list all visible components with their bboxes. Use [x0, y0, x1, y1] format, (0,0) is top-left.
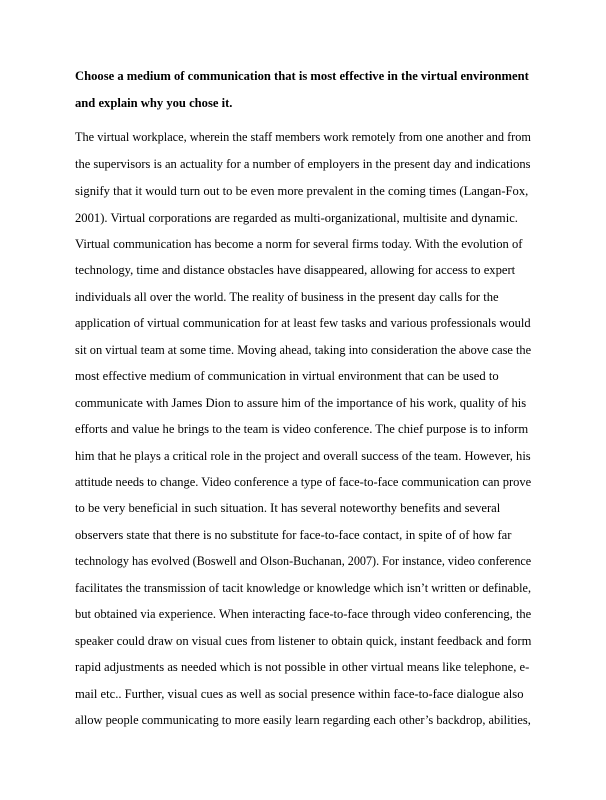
body-line-21: rapid adjustments as needed which is not possible in other virtual means like telephone, e-: [75, 660, 530, 674]
body-line-9: sit on virtual team at some time. Moving ahead, taking into consideration the above case the: [75, 343, 532, 357]
body-line-7: individuals all over the world. The reality of business in the present day calls for the: [75, 290, 499, 304]
body-line-5: Virtual communication has become a norm for several firms today. With the evolution of: [75, 237, 523, 251]
body-line-18: facilitates the transmission of tacit knowledge or knowledge which isn’t written or definable,: [75, 581, 532, 595]
body-line-16: observers state that there is no substitute for face-to-face contact, in spite of of how far: [75, 528, 512, 542]
heading-line-1: Choose a medium of communication that is most effective in the virtual environment: [75, 69, 529, 83]
body-line-17: technology has evolved (Boswell and Olson-Buchanan, 2007). For instance, video conference: [75, 554, 532, 568]
body-line-3: signify that it would turn out to be even more prevalent in the coming times (Langan-Fox,: [75, 184, 529, 198]
body-line-11: communicate with James Dion to assure him of the importance of his work, quality of his: [75, 396, 527, 410]
body-line-4: 2001). Virtual corporations are regarded as multi-organizational, multisite and dynamic.: [75, 211, 518, 225]
body-line-19: but obtained via experience. When interacting face-to-face through video conferencing, the: [75, 607, 532, 621]
body-line-20: speaker could draw on visual cues from listener to obtain quick, instant feedback and form: [75, 634, 532, 648]
body-line-13: him that he plays a critical role in the project and overall success of the team. However, his: [75, 449, 531, 463]
body-line-14: attitude needs to change. Video conference a type of face-to-face communication can prove: [75, 475, 532, 489]
body-line-15: to be very beneficial in such situation. It has several noteworthy benefits and several: [75, 501, 501, 515]
body-line-8: application of virtual communication for at least few tasks and various professionals would: [75, 316, 531, 330]
body-line-1: The virtual workplace, wherein the staff members work remotely from one another and from: [75, 130, 531, 144]
body-line-22: mail etc.. Further, visual cues as well as social presence within face-to-face dialogue also: [75, 687, 524, 701]
body-line-6: technology, time and distance obstacles have disappeared, allowing for access to expert: [75, 263, 516, 277]
body-line-2: the supervisors is an actuality for a number of employers in the present day and indications: [75, 157, 531, 171]
body-line-23: allow people communicating to more easily learn regarding each other’s backdrop, abilities,: [75, 713, 531, 727]
body-line-12: efforts and value he brings to the team is video conference. The chief purpose is to inform: [75, 422, 529, 436]
heading-line-2: and explain why you chose it.: [75, 96, 233, 110]
body-line-10: most effective medium of communication in virtual environment that can be used to: [75, 369, 499, 383]
